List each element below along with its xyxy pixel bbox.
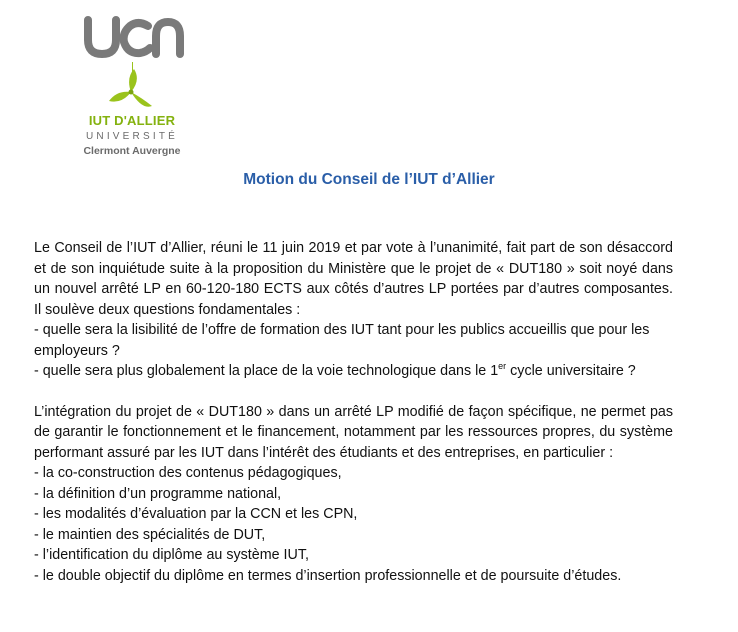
question-2-sup: er: [498, 361, 507, 372]
question-1: - quelle sera la lisibilité de l’offre de formation des IUT tant pour les publics accueillis que pour les employeurs ?: [34, 322, 650, 359]
logo-universite: UNIVERSITÉ: [85, 131, 178, 142]
page-title: Motion du Conseil de l’IUT d’Allier: [243, 171, 495, 188]
question-2: [34, 361, 673, 382]
list-item: - le maintien des spécialités de DUT,: [34, 526, 266, 543]
document-body: [34, 238, 673, 586]
uca-logo-mark: [82, 14, 186, 60]
logo-iut-name: IUT D'ALLIER: [88, 113, 176, 128]
question-2-text: - quelle sera plus globalement la place de la voie technologique dans le 1: [34, 363, 499, 379]
question-2-end: cycle universitaire ?: [506, 363, 636, 379]
leaf-icon: [106, 68, 156, 114]
logo: [0, 0, 260, 170]
list-item: - l’identification du diplôme au système IUT,: [34, 547, 309, 563]
paragraph-intro: Le Conseil de l’IUT d’Allier, réuni le 11 juin 2019 et par vote à l’unanimité, fait part de son désaccord et de son inquiétude suite à la proposition du Ministère que le projet de « DUT180 » soit noyé dans un nouvel arrêté LP en 60-120-180 ECTS aux côtés d’autres LP portées par d’autres composantes. Il soulève deux questions fondamentales :: [34, 240, 673, 318]
list-item: - le double objectif du diplôme en termes d’insertion professionnelle et de poursuite d’études.: [34, 567, 622, 584]
paragraph-integration: L’intégration du projet de « DUT180 » dans un arrêté LP modifié de façon spécifique, ne permet pas de garantir le fonctionnement et le financement, notamment par les ressources propres, du système performant assuré par les IUT dans l’intérêt des étudiants et des entreprises, en particulier :: [34, 403, 673, 461]
list-item: - la définition d’un programme national,: [34, 485, 282, 502]
list-item: - la co-construction des contenus pédagogiques,: [34, 465, 342, 481]
list-item: - les modalités d’évaluation par la CCN et les CPN,: [34, 506, 358, 522]
logo-university-name: Clermont Auvergne: [83, 145, 181, 157]
paragraph-gap: [34, 382, 673, 402]
